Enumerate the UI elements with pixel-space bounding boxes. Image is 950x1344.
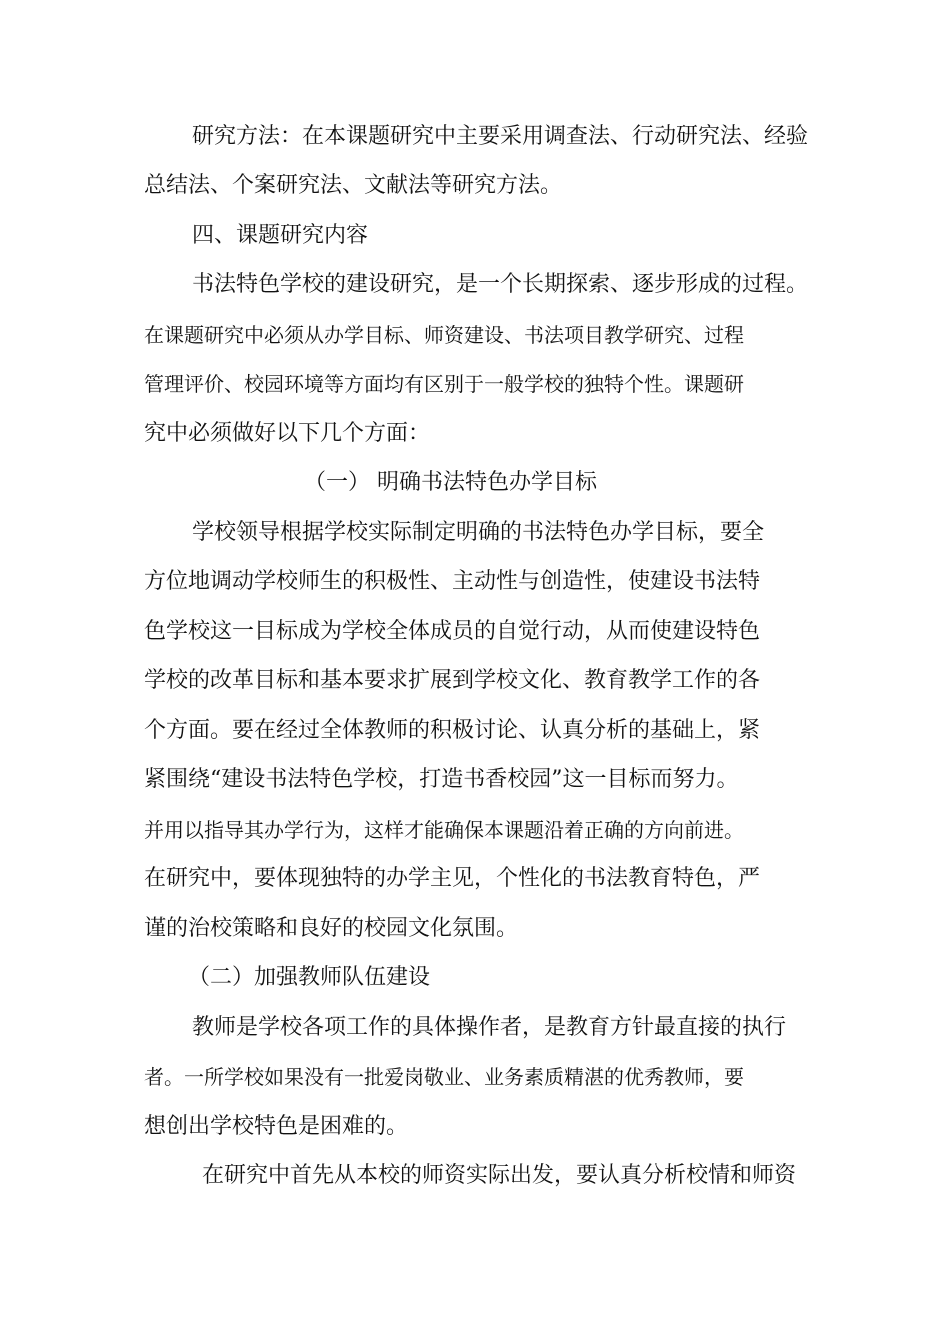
paragraph-goal-line-7: 并用以指导其办学行为，这样才能确保本课题沿着正确的方向前进。 (144, 818, 744, 842)
paragraph-goal-line-5: 个方面。要在经过全体教师的积极讨论、认真分析的基础上，紧 (144, 718, 761, 743)
paragraph-goal-line-3: 色学校这一目标成为学校全体成员的自觉行动，从而使建设特色 (144, 619, 761, 644)
section-heading-research-content: 四、课题研究内容 (192, 223, 369, 248)
paragraph-goal-line-1: 学校领导根据学校实际制定明确的书法特色办学目标，要全 (192, 520, 765, 545)
subheading-teachers: （二）加强教师队伍建设 (188, 965, 431, 990)
paragraph-goal-line-4: 学校的改革目标和基本要求扩展到学校文化、教育教学工作的各 (144, 668, 761, 693)
paragraph-goal-line-2: 方位地调动学校师生的积极性、主动性与创造性，使建设书法特 (144, 569, 761, 594)
paragraph-teachers-line-3: 想创出学校特色是困难的。 (144, 1114, 409, 1139)
paragraph-research-methods-line-2: 总结法、个案研究法、文献法等研究方法。 (144, 173, 563, 198)
paragraph-goal-line-8: 在研究中，要体现独特的办学主见，个性化的书法教育特色，严 (144, 866, 761, 891)
paragraph-teachers-line-2: 者。一所学校如果没有一批爱岗敬业、业务素质精湛的优秀教师，要 (144, 1065, 744, 1089)
paragraph-intro-line-4: 究中必须做好以下几个方面： (144, 421, 431, 446)
subheading-goal: （一） 明确书法特色办学目标 (304, 470, 597, 495)
paragraph-goal-line-6: 紧围绕“建设书法特色学校，打造书香校园”这一目标而努力。 (144, 767, 739, 792)
paragraph-intro-line-3: 管理评价、校园环境等方面均有区别于一般学校的独特个性。课题研 (144, 372, 744, 396)
paragraph-intro-line-1: 书法特色学校的建设研究，是一个长期探索、逐步形成的过程。 (192, 272, 809, 297)
paragraph-goal-line-9: 谨的治校策略和良好的校园文化氛围。 (144, 916, 519, 941)
paragraph-teachers-line-1: 教师是学校各项工作的具体操作者，是教育方针最直接的执行 (192, 1015, 787, 1040)
paragraph-research-methods-line-1: 研究方法：在本课题研究中主要采用调查法、行动研究法、经验 (192, 124, 809, 149)
paragraph-staff-line-1: 在研究中首先从本校的师资实际出发，要认真分析校情和师资 (202, 1163, 797, 1188)
paragraph-intro-line-2: 在课题研究中必须从办学目标、师资建设、书法项目教学研究、过程 (144, 323, 744, 347)
